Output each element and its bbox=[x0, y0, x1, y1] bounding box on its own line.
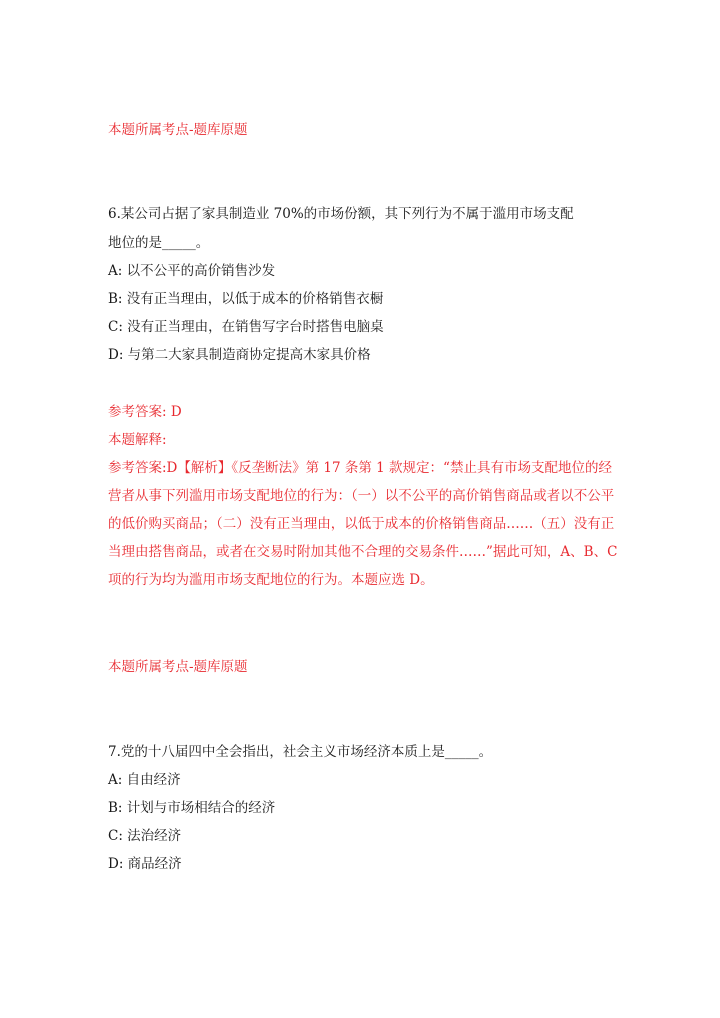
q6-explanation: 参考答案:D【解析】《反垄断法》第 17 条第 1 款规定：“禁止具有市场支配地位的经营者从事下列滥用市场支配地位的行为：（一）以不公平的高价销售商品或者以不公平的低价购买商品；（二）没有正当理由，以低于成本的价格销售商品……（五）没有正当理由搭售商品，或者在交易时附加其他不合理的交易条件……”据此可知，A、B、C 项的行为均为滥用市场支配地位的行为。本题应选 D。 bbox=[108, 460, 618, 588]
q6-option-c: C: 没有正当理由，在销售写字台时搭售电脑桌 bbox=[108, 319, 384, 335]
q7-stem: 7.党的十八届四中全会指出，社会主义市场经济本质上是_____。 bbox=[108, 744, 493, 760]
q6-stem-line-1: 6.某公司占据了家具制造业 70%的市场份额，其下列行为不属于滥用市场支配 bbox=[108, 206, 574, 222]
q7-option-a: A: 自由经济 bbox=[108, 772, 181, 788]
q7-option-c: C: 法治经济 bbox=[108, 828, 182, 844]
q6-explanation-title: 本题解释: bbox=[108, 432, 167, 448]
q6-option-a: A: 以不公平的高价销售沙发 bbox=[108, 263, 276, 279]
q6-option-d: D: 与第二大家具制造商协定提高木家具价格 bbox=[108, 347, 371, 363]
q6-answer: 参考答案: D bbox=[108, 404, 182, 420]
source-note-1: 本题所属考点-题库原题 bbox=[108, 122, 248, 138]
q6-option-b: B: 没有正当理由，以低于成本的价格销售衣橱 bbox=[108, 291, 384, 307]
q7-option-d: D: 商品经济 bbox=[108, 856, 182, 872]
q6-stem-line-2: 地位的是_____。 bbox=[108, 235, 210, 251]
q7-option-b: B: 计划与市场相结合的经济 bbox=[108, 800, 276, 816]
source-note-2: 本题所属考点-题库原题 bbox=[108, 659, 248, 675]
